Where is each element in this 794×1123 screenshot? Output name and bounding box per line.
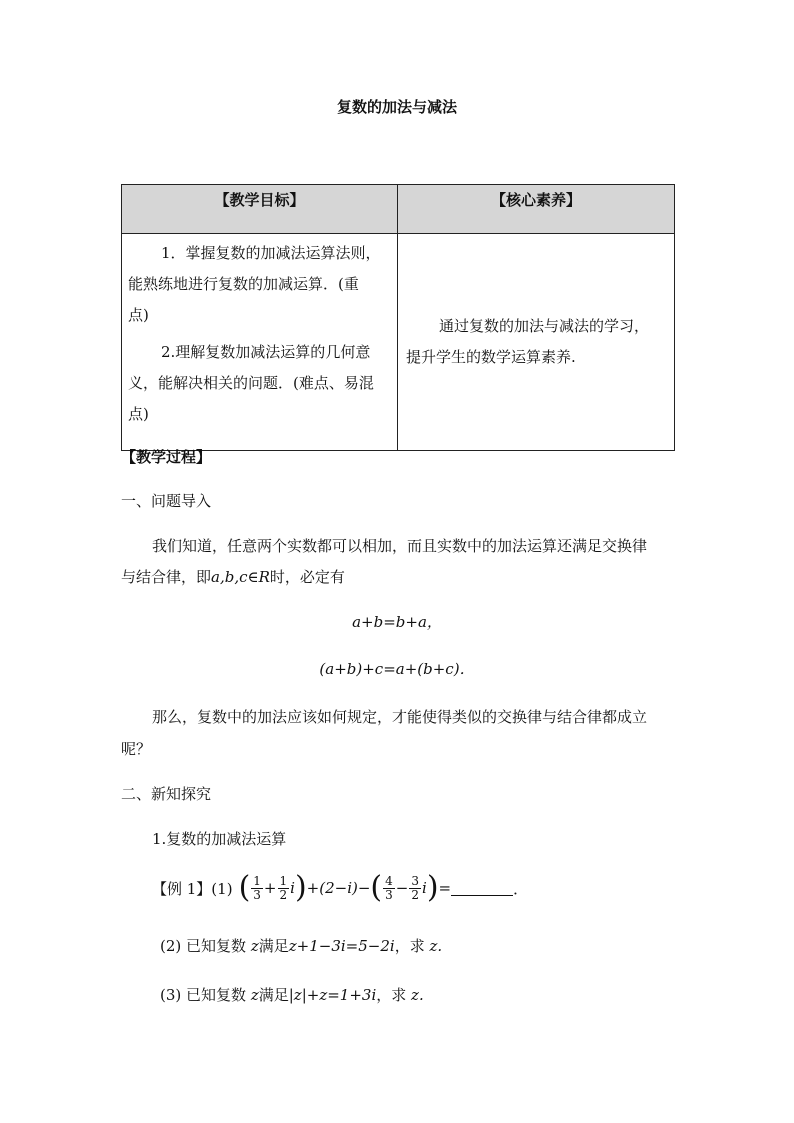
fraction-4 [409, 875, 421, 902]
fraction-1-numerator: 1 [253, 873, 261, 888]
core-literacy-header: 【核心素养】 [398, 185, 675, 234]
teaching-goals-header: 【教学目标】 [122, 185, 398, 234]
goal-1-line-1: 1．掌握复数的加减法运算法则， [161, 244, 381, 262]
subsection-1-heading: 1.复数的加减法运算 [152, 830, 287, 848]
example-1-part-2 [160, 935, 442, 956]
set-membership-math: a,b,c∈R [211, 568, 270, 586]
part-3-variable: z [250, 986, 259, 1004]
goal-2-line-1: 2.理解复数加减法运算的几何意 [161, 343, 371, 361]
goal-1-line-2: 能熟练地进行复数的加减运算．(重 [128, 275, 359, 293]
part-2-equation: z+1−3i=5−2i [288, 937, 395, 955]
fraction-3-numerator: 4 [385, 873, 393, 888]
part-2-text-c: ，求 [394, 937, 425, 955]
part-2-end: z. [429, 937, 443, 955]
objectives-table [121, 184, 675, 451]
process-heading: 【教学过程】 [121, 448, 212, 466]
core-line-1: 通过复数的加法与减法的学习， [439, 317, 650, 335]
fraction-2 [278, 875, 290, 902]
part-2-text-b: 满足 [258, 937, 289, 955]
goal-2-line-3: 点) [128, 405, 149, 423]
part-3-end: z. [411, 986, 424, 1004]
fraction-3-denominator: 3 [385, 887, 393, 902]
core-line-2: 提升学生的数学运算素养. [406, 348, 576, 366]
part-2-text-a: (2) 已知复数 [160, 937, 247, 955]
intro-para-1-line-2 [121, 566, 345, 587]
paren-close-1: ) [294, 870, 307, 905]
part-2-variable: z [250, 937, 259, 955]
equals-sign: = [438, 879, 452, 897]
fraction-1-denominator: 3 [253, 887, 261, 902]
fraction-3 [383, 875, 395, 902]
question-para-line-1: 那么，复数中的加法应该如何规定，才能使得类似的交换律与结合律都成立 [152, 708, 648, 726]
section-2-heading: 二、新知探究 [121, 785, 212, 803]
plus-sign: + [263, 879, 277, 897]
part-3-text-a: (3) 已知复数 [160, 986, 247, 1004]
commutative-equation: a+b=b+a， [352, 613, 442, 631]
imag-unit: i [290, 879, 295, 897]
goal-1-line-3: 点) [128, 306, 149, 324]
associative-equation: (a+b)+c=a+(b+c)． [319, 660, 475, 678]
part-3-text-b: 满足 [258, 986, 289, 1004]
example-1-line [152, 868, 528, 908]
example-1-end: ． [513, 879, 529, 898]
paren-open-1: ( [238, 870, 251, 905]
section-1-heading: 一、问题导入 [121, 492, 212, 510]
page-title: 复数的加法与减法 [336, 98, 457, 116]
paren-close-2: ) [426, 870, 439, 905]
teaching-goals-cell [122, 234, 398, 451]
paren-open-2: ( [370, 870, 383, 905]
minus-sign: − [395, 879, 409, 897]
example-1-label: 【例 1】(1) [152, 879, 233, 898]
imag-unit-2: i [422, 879, 427, 897]
fraction-2-numerator: 1 [279, 873, 288, 888]
answer-blank[interactable] [451, 881, 513, 896]
middle-term: +(2−i)− [306, 879, 371, 897]
core-literacy-cell [398, 234, 675, 451]
part-3-equation: |z|+z=1+3i [288, 986, 377, 1004]
fraction-1 [251, 875, 263, 902]
intro-para-1-line-1: 我们知道，任意两个实数都可以相加，而且实数中的加法运算还满足交换律 [152, 537, 648, 555]
intro-text-a: 与结合律，即 [121, 568, 212, 586]
intro-text-b: 时，必定有 [269, 568, 345, 586]
question-para-line-2: 呢？ [121, 740, 152, 758]
goal-2-line-2: 义，能解决相关的问题．(难点、易混 [128, 374, 374, 392]
part-3-text-c: ，求 [376, 986, 407, 1004]
example-1-part-3 [160, 984, 424, 1005]
fraction-4-numerator: 3 [411, 873, 419, 888]
fraction-2-denominator: 2 [279, 887, 288, 902]
fraction-4-denominator: 2 [411, 887, 419, 902]
